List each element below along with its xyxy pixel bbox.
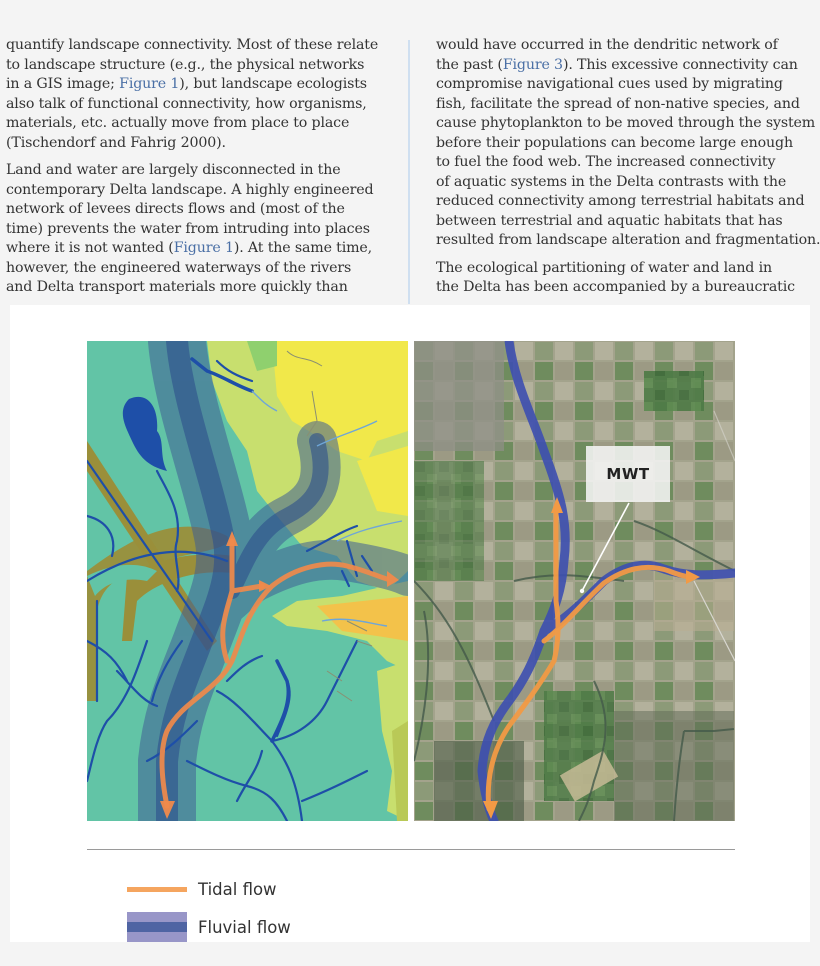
text-segment: ). This excessive connectivity can xyxy=(562,56,798,73)
legend-label: Fluvial flow xyxy=(198,917,291,937)
paragraph xyxy=(436,36,820,251)
text-line xyxy=(6,75,401,95)
text-line: The ecological partitioning of water and land in xyxy=(436,259,772,276)
column-divider xyxy=(408,40,410,304)
text-line: to fuel the food web. The increased connectivity xyxy=(436,154,776,170)
aerial-imagery-map xyxy=(414,341,735,821)
historical-habitat-map xyxy=(87,341,408,821)
text-line: resulted from landscape alteration and fragmentation. xyxy=(436,232,820,248)
aerial-map-graphic xyxy=(414,341,735,821)
figure-1-link[interactable]: Figure 1 xyxy=(119,76,180,92)
text-line: also talk of functional connectivity, how organisms, xyxy=(6,95,367,112)
text-line: quantify landscape connectivity. Most of these relate xyxy=(6,37,379,53)
legend-item-fluvial-flow xyxy=(127,908,291,946)
paragraph xyxy=(436,259,816,298)
figure-1-link[interactable]: Figure 1 xyxy=(173,240,234,256)
text-line: and Delta transport materials more quickly than xyxy=(6,279,348,295)
text-line xyxy=(6,239,401,259)
paragraph xyxy=(6,161,401,298)
text-line: network of levees directs flows and (most of the xyxy=(6,201,345,217)
text-segment: where it is not wanted ( xyxy=(6,240,174,256)
text-segment: in a GIS image; xyxy=(6,76,120,92)
text-line: Land and water are largely disconnected in the xyxy=(6,162,341,178)
text-line: contemporary Delta landscape. A highly engineered xyxy=(6,181,374,198)
text-line: (Tischendorf and Fahrig 2000). xyxy=(6,134,226,151)
tidal-flow-swatch-icon xyxy=(127,887,187,892)
text-line: the Delta has been accompanied by a bureaucratic xyxy=(436,279,795,295)
text-line: to landscape structure (e.g., the physical networks xyxy=(6,56,365,73)
figure-legend xyxy=(127,870,291,946)
text-line: compromise navigational cues used by migrating xyxy=(436,76,783,92)
text-line: before their populations can become large enough xyxy=(436,134,793,151)
text-line: however, the engineered waterways of the rivers xyxy=(6,259,352,276)
text-line: would have occurred in the dendritic network of xyxy=(436,37,778,53)
text-line: materials, etc. actually move from place to place xyxy=(6,115,350,131)
text-line: time) prevents the water from intruding into places xyxy=(6,220,370,237)
historical-map-graphic xyxy=(87,341,408,821)
text-line: fish, facilitate the spread of non-native species, and xyxy=(436,95,800,112)
left-text-column xyxy=(6,36,401,306)
text-line: of aquatic systems in the Delta contrasts with the xyxy=(436,173,787,190)
text-line xyxy=(436,56,816,76)
paragraph xyxy=(6,36,401,153)
text-line: between terrestrial and aquatic habitats that has xyxy=(436,212,783,229)
right-text-column xyxy=(436,36,820,306)
figure-3-link[interactable]: Figure 3 xyxy=(502,56,563,73)
fluvial-flow-swatch-icon xyxy=(127,912,187,942)
figure-panel xyxy=(10,305,810,942)
text-line: reduced connectivity among terrestrial habitats and xyxy=(436,193,805,209)
mwt-label: MWT xyxy=(586,446,670,502)
figure-divider-rule xyxy=(87,849,735,850)
text-segment: ), but landscape ecologists xyxy=(179,76,367,92)
legend-label: Tidal flow xyxy=(198,879,277,899)
legend-item-tidal-flow xyxy=(127,870,291,908)
text-segment: ). At the same time, xyxy=(233,240,373,256)
text-segment: the past ( xyxy=(436,56,503,73)
text-line: cause phytoplankton to be moved through the system xyxy=(436,115,816,131)
